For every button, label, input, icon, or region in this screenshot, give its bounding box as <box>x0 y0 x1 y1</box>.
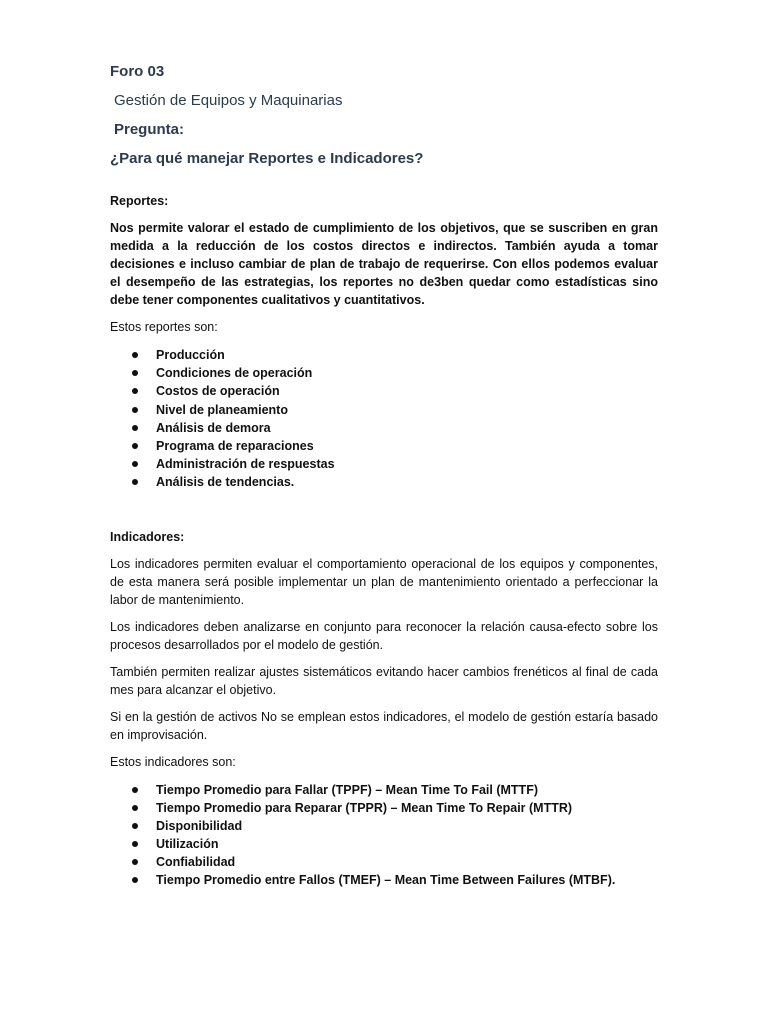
list-item-label: Producción <box>156 348 225 362</box>
list-item-label: Análisis de tendencias. <box>156 475 295 490</box>
reportes-list <box>110 346 658 492</box>
list-item <box>110 781 658 799</box>
bullet-icon <box>132 407 138 413</box>
list-item-label: Administración de respuestas <box>156 457 335 472</box>
bullet-icon <box>132 388 138 394</box>
bullet-icon <box>132 425 138 431</box>
list-item <box>110 401 658 419</box>
indicadores-paragraph-2: Los indicadores deben analizarse en conjunto para reconocer la relación causa-efecto sobre los procesos desarrollados por el modelo de gestión. <box>110 619 658 652</box>
list-item-label: Análisis de demora <box>156 420 271 435</box>
bullet-icon <box>132 877 138 883</box>
list-item-label: Condiciones de operación <box>156 366 313 381</box>
list-item <box>110 835 658 853</box>
list-item-label: Programa de reparaciones <box>156 438 314 453</box>
bullet-icon <box>132 805 138 811</box>
list-item-label: Costos de operación <box>156 384 280 399</box>
list-item-label: Tiempo Promedio entre Fallos (TMEF) – Mean Time Between Failures (MTBF). <box>156 873 616 888</box>
list-item <box>110 455 658 473</box>
bullet-icon <box>132 859 138 865</box>
question-text: ¿Para qué manejar Reportes e Indicadores? <box>110 150 424 167</box>
question-label: Pregunta: <box>114 121 185 138</box>
list-item <box>110 871 658 889</box>
bullet-icon <box>132 443 138 449</box>
indicadores-paragraph-3: También permiten realizar ajustes sistemáticos evitando hacer cambios frenéticos al final de cada mes para alcanzar el objetivo. <box>110 664 658 697</box>
indicadores-paragraph-4: Si en la gestión de activos No se emplean estos indicadores, el modelo de gestión estaría basado en improvisación. <box>110 709 658 742</box>
list-item <box>110 346 658 364</box>
list-item <box>110 853 658 871</box>
list-item <box>110 817 658 835</box>
list-item <box>110 382 658 400</box>
reportes-paragraph: Nos permite valorar el estado de cumplimiento de los objetivos, que se suscriben en gran medida a la reducción de los costos directos e indirectos. También ayuda a tomar decisiones e incluso cambiar de plan de trabajo de requerirse. Con ellos podemos evaluar el desempeño de las estrategias, los reportes no de3ben quedar como estadísticas sino debe tener componentes cualitativos y cuantitativos. <box>110 221 658 307</box>
indicadores-heading: Indicadores: <box>110 529 185 544</box>
list-item-label: Nivel de planeamiento <box>156 402 288 417</box>
reportes-list-intro: Estos reportes son: <box>110 320 218 334</box>
list-item <box>110 437 658 455</box>
indicadores-paragraph-1: Los indicadores permiten evaluar el comportamiento operacional de los equipos y componentes, de esta manera será posible implementar un plan de mantenimiento orientado a perfeccionar la labor de mantenimiento. <box>110 556 658 607</box>
bullet-icon <box>132 461 138 467</box>
bullet-icon <box>132 479 138 485</box>
list-item <box>110 419 658 437</box>
list-item <box>110 364 658 382</box>
list-item-label: Utilización <box>156 837 219 852</box>
bullet-icon <box>132 823 138 829</box>
list-item-label: Tiempo Promedio para Fallar (TPPF) – Mean Time To Fail (MTTF) <box>156 782 538 797</box>
indicadores-list-intro: Estos indicadores son: <box>110 754 236 769</box>
list-item <box>110 473 658 491</box>
document-subtitle: Gestión de Equipos y Maquinarias <box>114 92 343 109</box>
bullet-icon <box>132 352 138 358</box>
indicadores-list <box>110 781 658 890</box>
list-item-label: Disponibilidad <box>156 818 243 833</box>
list-item-label: Confiabilidad <box>156 855 236 870</box>
bullet-icon <box>132 370 138 376</box>
document-content <box>110 62 658 890</box>
bullet-icon <box>132 841 138 847</box>
list-item <box>110 799 658 817</box>
list-item-label: Tiempo Promedio para Reparar (TPPR) – Mean Time To Repair (MTTR) <box>156 800 573 815</box>
reportes-heading: Reportes: <box>110 194 169 208</box>
bullet-icon <box>132 787 138 793</box>
document-title: Foro 03 <box>110 63 165 80</box>
